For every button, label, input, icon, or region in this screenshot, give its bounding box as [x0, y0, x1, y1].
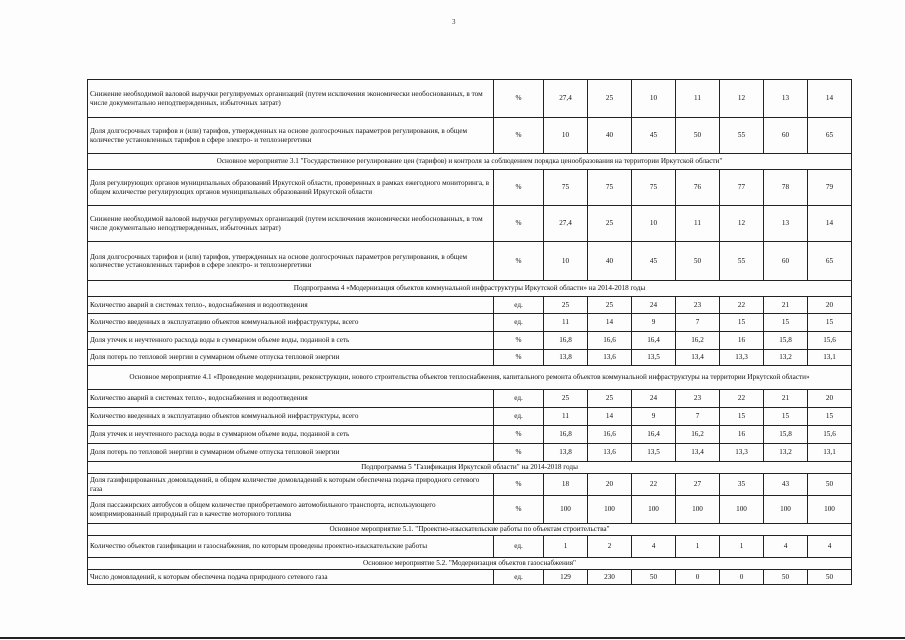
- value-cell: 16,6: [588, 426, 632, 444]
- value-cell: 11: [544, 408, 588, 426]
- value-cell: 100: [676, 496, 720, 524]
- value-cell: 24: [632, 297, 676, 314]
- indicator-name-cell: Количество аварий в системах тепло-, водоснабжения и водоотведения: [88, 390, 494, 408]
- value-cell: 100: [808, 496, 852, 524]
- value-cell: 22: [720, 297, 764, 314]
- table-row: [88, 314, 852, 332]
- table-row: [88, 474, 852, 496]
- value-cell: 100: [764, 496, 808, 524]
- value-cell: 13: [764, 206, 808, 242]
- value-cell: 7: [676, 314, 720, 332]
- value-cell: 13,2: [764, 350, 808, 366]
- value-cell: 60: [764, 118, 808, 154]
- value-cell: 9: [632, 408, 676, 426]
- section-header-row: [88, 281, 852, 297]
- value-cell: 0: [720, 570, 764, 585]
- value-cell: 50: [676, 118, 720, 154]
- value-cell: 129: [544, 570, 588, 585]
- value-cell: 45: [632, 242, 676, 281]
- unit-cell: %: [494, 206, 544, 242]
- value-cell: 50: [808, 570, 852, 585]
- value-cell: 13,5: [632, 350, 676, 366]
- value-cell: 16,2: [676, 426, 720, 444]
- value-cell: 16: [720, 332, 764, 350]
- value-cell: 15,8: [764, 332, 808, 350]
- page-bottom-border: [0, 637, 905, 639]
- unit-cell: %: [494, 118, 544, 154]
- value-cell: 21: [764, 297, 808, 314]
- value-cell: 100: [720, 496, 764, 524]
- value-cell: 15,6: [808, 332, 852, 350]
- value-cell: 25: [588, 80, 632, 118]
- unit-cell: %: [494, 350, 544, 366]
- indicator-name-cell: Доля утечек и неучтенного расхода воды в суммарном объеме воды, поданной в сеть: [88, 332, 494, 350]
- table-row: [88, 496, 852, 524]
- value-cell: 50: [676, 242, 720, 281]
- value-cell: 4: [808, 536, 852, 558]
- value-cell: 15,6: [808, 426, 852, 444]
- section-header-text: Основное мероприятие 4.1 «Проведение модернизации, реконструкции, нового строительства объектов теплоснабжения, капитального ремонта объектов коммунальной инфраструктуры на территории Иркутской области»: [88, 366, 852, 390]
- value-cell: 9: [632, 314, 676, 332]
- table-row: [88, 332, 852, 350]
- value-cell: 16,4: [632, 426, 676, 444]
- table-row: [88, 408, 852, 426]
- value-cell: 15: [808, 314, 852, 332]
- unit-cell: ед.: [494, 314, 544, 332]
- value-cell: 45: [632, 118, 676, 154]
- section-header-text: Основное мероприятие 3.1 "Государственное регулирование цен (тарифов) и контроля за соблюдением порядка ценообразования на территории Иркутской области": [88, 154, 852, 170]
- unit-cell: %: [494, 444, 544, 462]
- value-cell: 16,2: [676, 332, 720, 350]
- unit-cell: %: [494, 170, 544, 206]
- section-header-row: [88, 558, 852, 570]
- value-cell: 25: [544, 390, 588, 408]
- value-cell: 22: [632, 474, 676, 496]
- value-cell: 100: [588, 496, 632, 524]
- value-cell: 13,6: [588, 350, 632, 366]
- value-cell: 15: [764, 314, 808, 332]
- value-cell: 16,4: [632, 332, 676, 350]
- value-cell: 10: [632, 206, 676, 242]
- value-cell: 76: [676, 170, 720, 206]
- value-cell: 16,8: [544, 426, 588, 444]
- value-cell: 13: [764, 80, 808, 118]
- value-cell: 77: [720, 170, 764, 206]
- value-cell: 20: [808, 390, 852, 408]
- indicator-name-cell: Количество введенных в эксплуатацию объектов коммунальной инфраструктуры, всего: [88, 314, 494, 332]
- section-header-text: Подпрограмма 5 "Газификация Иркутской области" на 2014-2018 годы: [88, 462, 852, 474]
- indicator-name-cell: Количество аварий в системах тепло-, водоснабжения и водоотведения: [88, 297, 494, 314]
- value-cell: 11: [676, 80, 720, 118]
- value-cell: 55: [720, 118, 764, 154]
- unit-cell: %: [494, 426, 544, 444]
- value-cell: 78: [764, 170, 808, 206]
- section-header-row: [88, 524, 852, 536]
- unit-cell: %: [494, 332, 544, 350]
- indicator-name-cell: Снижение необходимой валовой выручки регулируемых организаций (путем исключения экономически необоснованных, в том числе документально неподтвержденных, избыточных затрат): [88, 206, 494, 242]
- value-cell: 10: [544, 118, 588, 154]
- value-cell: 23: [676, 297, 720, 314]
- table-row: [88, 242, 852, 281]
- value-cell: 14: [808, 80, 852, 118]
- value-cell: 1: [544, 536, 588, 558]
- unit-cell: ед.: [494, 297, 544, 314]
- value-cell: 230: [588, 570, 632, 585]
- value-cell: 25: [588, 390, 632, 408]
- unit-cell: %: [494, 474, 544, 496]
- value-cell: 12: [720, 80, 764, 118]
- value-cell: 15: [720, 408, 764, 426]
- section-header-row: [88, 366, 852, 390]
- value-cell: 35: [720, 474, 764, 496]
- value-cell: 25: [544, 297, 588, 314]
- value-cell: 50: [808, 474, 852, 496]
- value-cell: 0: [676, 570, 720, 585]
- value-cell: 15: [764, 408, 808, 426]
- value-cell: 11: [676, 206, 720, 242]
- value-cell: 75: [544, 170, 588, 206]
- table-row: [88, 390, 852, 408]
- value-cell: 43: [764, 474, 808, 496]
- value-cell: 13,4: [676, 350, 720, 366]
- value-cell: 13,8: [544, 444, 588, 462]
- value-cell: 65: [808, 242, 852, 281]
- value-cell: 25: [588, 206, 632, 242]
- value-cell: 79: [808, 170, 852, 206]
- indicator-name-cell: Доля утечек и неучтенного расхода воды в суммарном объеме воды, поданной в сеть: [88, 426, 494, 444]
- value-cell: 13,1: [808, 444, 852, 462]
- table-row: [88, 426, 852, 444]
- value-cell: 1: [676, 536, 720, 558]
- indicator-name-cell: Доля потерь по тепловой энергии в суммарном объеме отпуска тепловой энергии: [88, 350, 494, 366]
- unit-cell: %: [494, 496, 544, 524]
- table-row: [88, 80, 852, 118]
- value-cell: 13,8: [544, 350, 588, 366]
- value-cell: 16,8: [544, 332, 588, 350]
- value-cell: 23: [676, 390, 720, 408]
- value-cell: 14: [588, 314, 632, 332]
- value-cell: 13,1: [808, 350, 852, 366]
- value-cell: 60: [764, 242, 808, 281]
- section-header-text: Основное мероприятие 5.1. "Проектно-изыскательские работы по объектам строительства": [88, 524, 852, 536]
- value-cell: 1: [720, 536, 764, 558]
- value-cell: 22: [720, 390, 764, 408]
- value-cell: 13,5: [632, 444, 676, 462]
- value-cell: 14: [588, 408, 632, 426]
- value-cell: 100: [632, 496, 676, 524]
- unit-cell: %: [494, 80, 544, 118]
- indicator-name-cell: Число домовладений, к которым обеспечена подача природного сетевого газа: [88, 570, 494, 585]
- value-cell: 27: [676, 474, 720, 496]
- value-cell: 55: [720, 242, 764, 281]
- indicator-name-cell: Количество объектов газификации и газоснабжения, по которым проведены проектно-изыскательские работы: [88, 536, 494, 558]
- section-header-text: Основное мероприятие 5.2. "Модернизация объектов газоснабжения": [88, 558, 852, 570]
- value-cell: 100: [544, 496, 588, 524]
- value-cell: 50: [764, 570, 808, 585]
- value-cell: 27,4: [544, 206, 588, 242]
- unit-cell: ед.: [494, 570, 544, 585]
- value-cell: 16: [720, 426, 764, 444]
- value-cell: 20: [588, 474, 632, 496]
- value-cell: 75: [588, 170, 632, 206]
- table-row: [88, 536, 852, 558]
- indicator-name-cell: Снижение необходимой валовой выручки регулируемых организаций (путем исключения экономически необоснованных, в том числе документально неподтвержденных, избыточных затрат): [88, 80, 494, 118]
- value-cell: 7: [676, 408, 720, 426]
- value-cell: 4: [764, 536, 808, 558]
- unit-cell: ед.: [494, 408, 544, 426]
- section-header-row: [88, 154, 852, 170]
- table-row: [88, 170, 852, 206]
- value-cell: 18: [544, 474, 588, 496]
- indicators-table-container: [87, 79, 851, 585]
- value-cell: 25: [588, 297, 632, 314]
- unit-cell: %: [494, 242, 544, 281]
- value-cell: 12: [720, 206, 764, 242]
- indicator-name-cell: Доля потерь по тепловой энергии в суммарном объеме отпуска тепловой энергии: [88, 444, 494, 462]
- value-cell: 15: [808, 408, 852, 426]
- value-cell: 27,4: [544, 80, 588, 118]
- table-row: [88, 444, 852, 462]
- indicator-name-cell: Доля пассажирских автобусов в общем количестве приобретаемого автомобильного транспорта, использующего компримированный природный газ в качестве моторного топлива: [88, 496, 494, 524]
- value-cell: 15: [720, 314, 764, 332]
- value-cell: 40: [588, 118, 632, 154]
- indicator-name-cell: Доля регулирующих органов муниципальных образований Иркутской области, проверенных в рамках ежегодного мониторинга, в общем количестве регулирующих органов муниципальных образований Иркутской области: [88, 170, 494, 206]
- indicator-name-cell: Доля долгосрочных тарифов и (или) тарифов, утвержденных на основе долгосрочных параметров регулирования, в общем количестве установленных тарифов в сфере электро- и теплоэнергетики: [88, 118, 494, 154]
- value-cell: 14: [808, 206, 852, 242]
- value-cell: 11: [544, 314, 588, 332]
- table-row: [88, 570, 852, 585]
- value-cell: 21: [764, 390, 808, 408]
- value-cell: 24: [632, 390, 676, 408]
- value-cell: 65: [808, 118, 852, 154]
- value-cell: 10: [544, 242, 588, 281]
- indicator-name-cell: Доля долгосрочных тарифов и (или) тарифов, утвержденных на основе долгосрочных параметров регулирования, в общем количестве установленных тарифов в сфере электро- и теплоэнергетики: [88, 242, 494, 281]
- value-cell: 13,6: [588, 444, 632, 462]
- table-row: [88, 206, 852, 242]
- indicator-name-cell: Доля газифицированных домовладений, в общем количестве домовладений к которым обеспечена подача природного сетевого газа: [88, 474, 494, 496]
- table-row: [88, 297, 852, 314]
- table-row: [88, 350, 852, 366]
- unit-cell: ед.: [494, 536, 544, 558]
- value-cell: 75: [632, 170, 676, 206]
- value-cell: 15,8: [764, 426, 808, 444]
- value-cell: 20: [808, 297, 852, 314]
- section-header-text: Подпрограмма 4 «Модернизация объектов коммунальной инфраструктуры Иркутской области» на 2014-2018 годы: [88, 281, 852, 297]
- value-cell: 2: [588, 536, 632, 558]
- value-cell: 16,6: [588, 332, 632, 350]
- value-cell: 10: [632, 80, 676, 118]
- value-cell: 13,3: [720, 350, 764, 366]
- indicators-table: [87, 79, 852, 585]
- section-header-row: [88, 462, 852, 474]
- page-number: 3: [452, 18, 456, 26]
- value-cell: 13,4: [676, 444, 720, 462]
- table-row: [88, 118, 852, 154]
- value-cell: 13,2: [764, 444, 808, 462]
- value-cell: 50: [632, 570, 676, 585]
- indicator-name-cell: Количество введенных в эксплуатацию объектов коммунальной инфраструктуры, всего: [88, 408, 494, 426]
- value-cell: 40: [588, 242, 632, 281]
- value-cell: 4: [632, 536, 676, 558]
- value-cell: 13,3: [720, 444, 764, 462]
- unit-cell: ед.: [494, 390, 544, 408]
